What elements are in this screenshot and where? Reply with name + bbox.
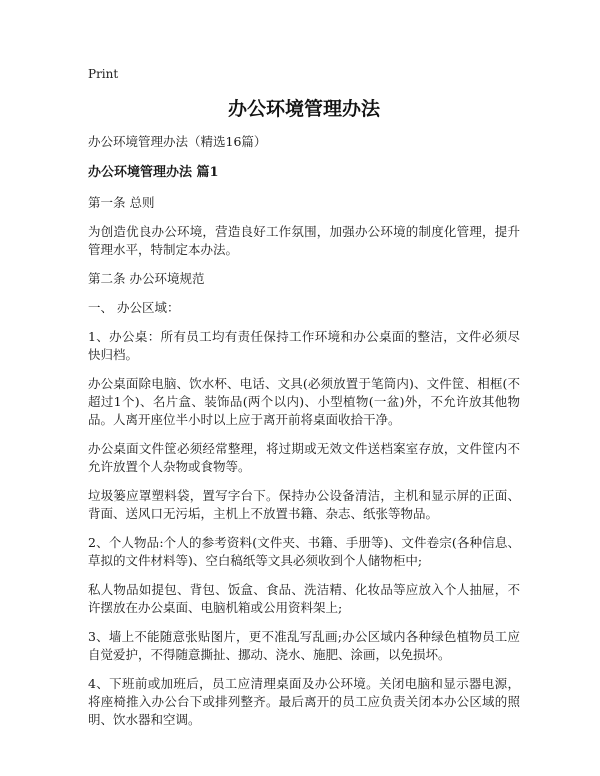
article-heading-general: 第一条 总则 — [88, 195, 155, 210]
paragraph: 2、个人物品:个人的参考资料(文件夹、书籍、手册等)、文件卷宗(各种信息、草拟的文件材料等)、空白稿纸等文具必须收到个人储物柜中; — [88, 535, 520, 568]
paragraph: 垃圾篓应罩塑料袋，置写字台下。保持办公设备清洁，主机和显示屏的正面、背面、送风口无污垢，主机上不放置书籍、杂志、纸张等物品。 — [88, 488, 520, 521]
paragraph: 私人物品如提包、背包、饭盒、食品、洗洁精、化妆品等应放入个人抽屉，不许摆放在办公桌面、电脑机箱或公用资料架上; — [88, 582, 520, 615]
paragraph: 3、墙上不能随意张贴图片，更不准乱写乱画;办公区域内各种绿色植物员工应自觉爱护，不得随意撕扯、挪动、浇水、施肥、涂画，以免损坏。 — [88, 629, 520, 662]
paragraph: 办公桌面文件筐必须经常整理，将过期或无效文件送档案室存放，文件筐内不允许放置个人杂物或食物等。 — [88, 441, 520, 474]
paragraph: 为创造优良办公环境，营造良好工作氛围，加强办公环境的制度化管理，提升管理水平，特制定本办法。 — [88, 224, 520, 257]
document-subtitle: 办公环境管理办法（精选16篇） — [88, 134, 267, 149]
section-heading: 办公环境管理办法 篇1 — [88, 165, 219, 180]
article-heading-standards: 第二条 办公环境规范 — [88, 271, 205, 286]
subsection-heading: 一、 办公区域： — [88, 300, 180, 315]
print-label: Print — [88, 67, 119, 81]
paragraph: 办公桌面除电脑、饮水杯、电话、文具(必须放置于笔筒内)、文件筐、相框(不超过1个)、名片盒、装饰品(两个以内)、小型植物(一盆)外，不允许放其他物品。人离开座位半小时以上应于离开前将桌面收拾干净。 — [88, 376, 520, 427]
paragraph: 1、办公桌：所有员工均有责任保持工作环境和办公桌面的整洁，文件必须尽快归档。 — [88, 329, 520, 362]
document-title: 办公环境管理办法 — [227, 98, 380, 120]
paragraph: 4、下班前或加班后，员工应清理桌面及办公环境。关闭电脑和显示器电源，将座椅推入办公台下或排列整齐。最后离开的员工应负责关闭本办公区域的照明、饮水器和空调。 — [88, 676, 520, 727]
